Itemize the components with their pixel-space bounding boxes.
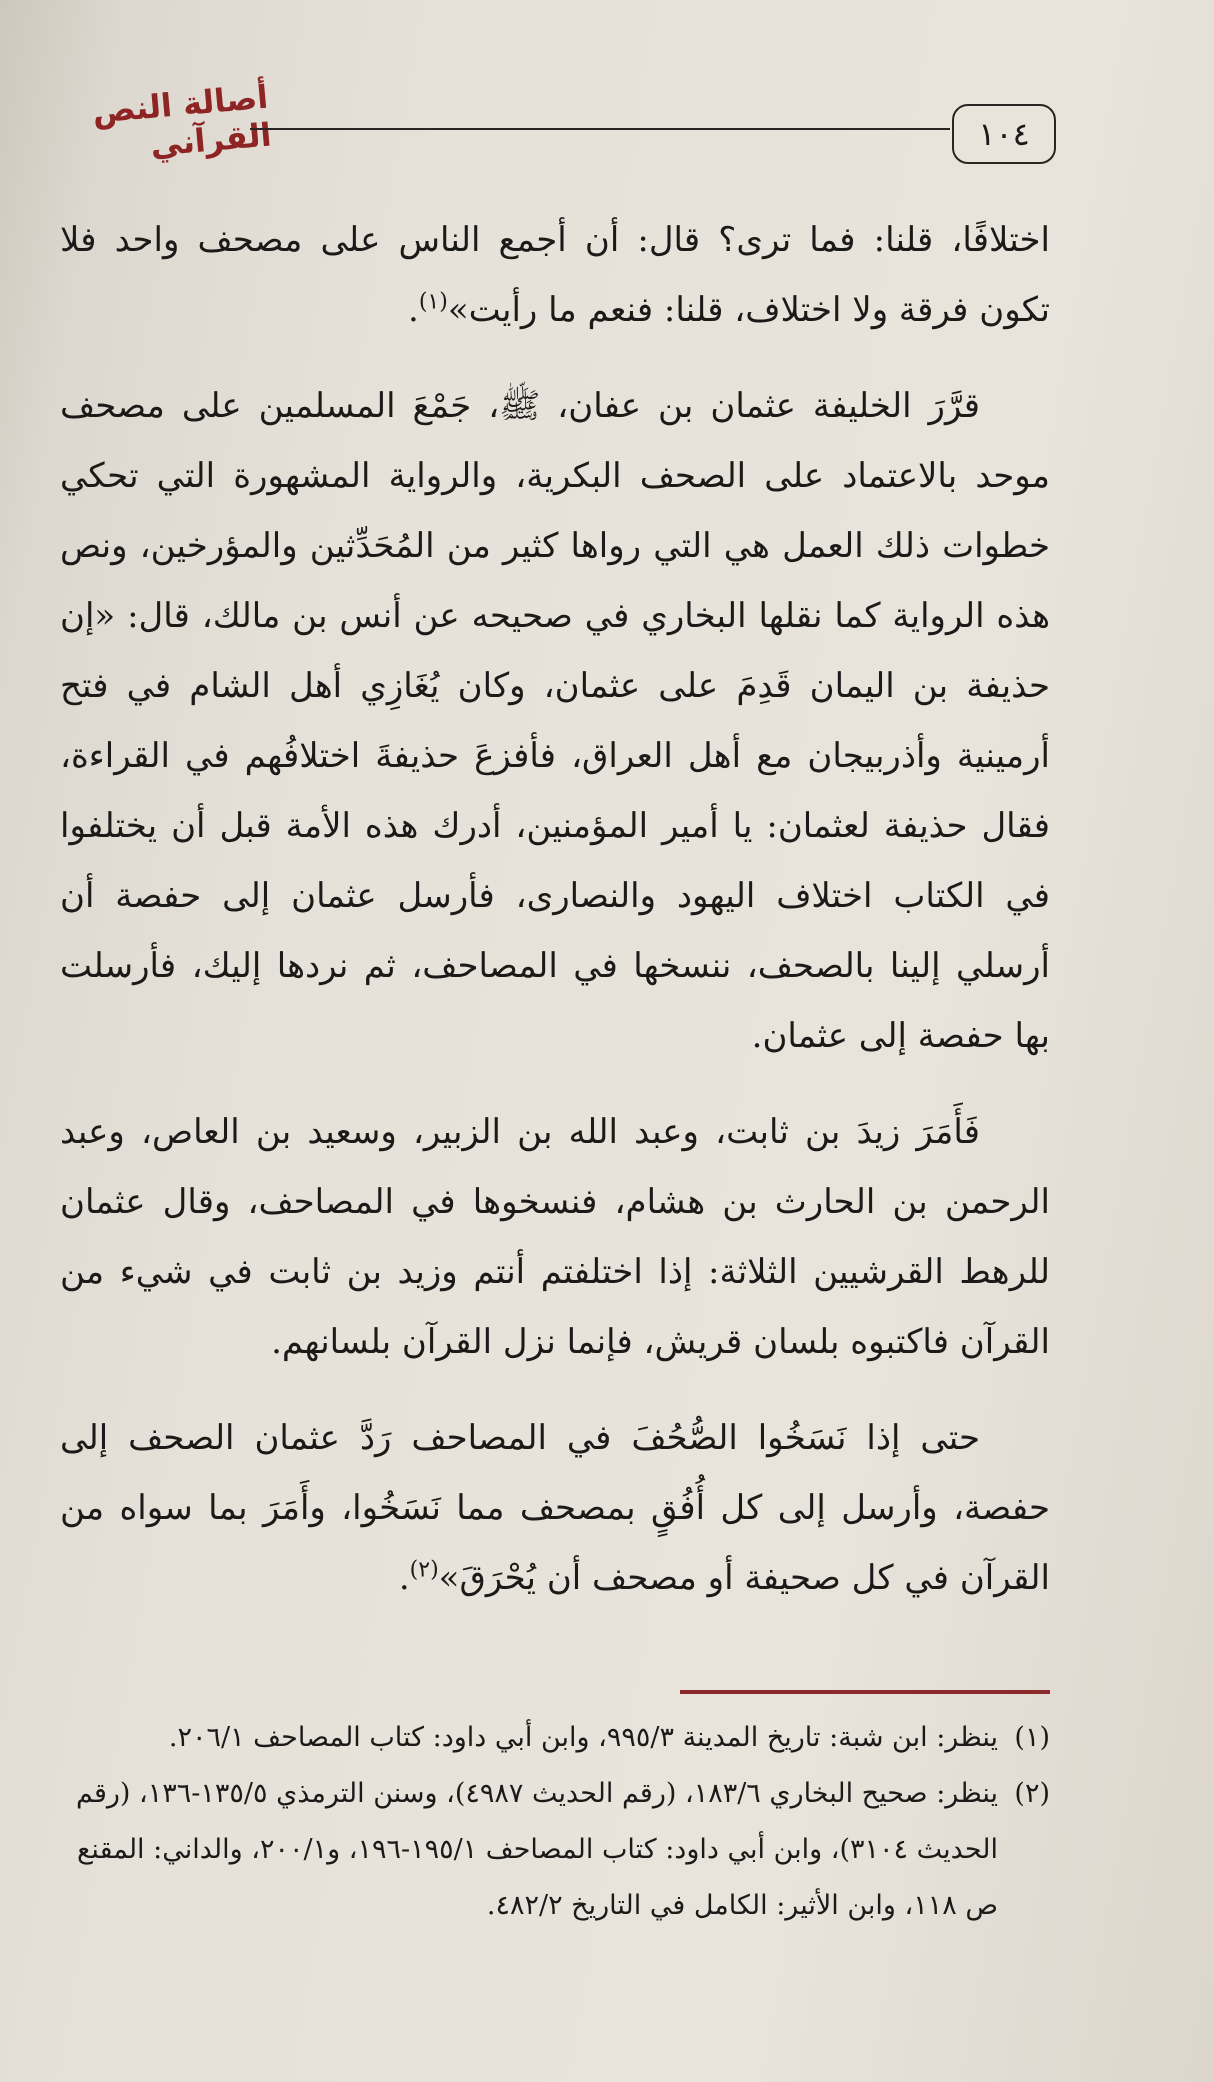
paragraph-4-end: . bbox=[398, 1558, 410, 1598]
footnote bbox=[60, 1710, 1050, 1766]
paragraph-3: فَأَمَرَ زيدَ بن ثابت، وعبد الله بن الزبير، وسعيد بن العاص، وعبد الرحمن بن الحارث بن هشام، فنسخوها في المصاحف، وقال عثمان للرهط القرشيين الثلاثة: إذا اختلفتم أنتم وزيد بن ثابت في شيء من القرآن فاكتبوه بلسان قريش، فإنما نزل القرآن بلسانهم. bbox=[60, 1112, 1050, 1362]
footnote-text: ينظر: ابن شبة: تاريخ المدينة ٩٩٥/٣، وابن أبي داود: كتاب المصاحف ٢٠٦/١. bbox=[168, 1722, 998, 1753]
footnote-ref-2: (٢) bbox=[409, 1557, 439, 1583]
footnote-rule bbox=[680, 1690, 1050, 1694]
paragraph-4 bbox=[60, 1403, 1050, 1613]
page-number: ١٠٤ bbox=[952, 104, 1056, 164]
paragraph-2: قرَّرَ الخليفة عثمان بن عفان، ﷺ، جَمْعَ المسلمين على مصحف موحد بالاعتماد على الصحف البكرية، والرواية المشهورة التي تحكي خطوات ذلك العمل هي التي رواها كثير من المُحَدِّثين والمؤرخين، ونص هذه الرواية كما نقلها البخاري في صحيحه عن أنس بن مالك، قال: «إن حذيفة بن اليمان قَدِمَ على عثمان، وكان يُغَازِي أهل الشام في فتح أرمينية وأذربيجان مع أهل العراق، فأفزعَ حذيفةَ اختلافُهم في القراءة، فقال حذيفة لعثمان: يا أمير المؤمنين، أدرك هذه الأمة قبل أن يختلفوا في الكتاب اختلاف اليهود والنصارى، فأرسل عثمان إلى حفصة أن أرسلي إلينا بالصحف، ننسخها في المصاحف، ثم نردها إليك، فأرسلت بها حفصة إلى عثمان. bbox=[60, 386, 1050, 1056]
footnote-text: ينظر: صحيح البخاري ١٨٣/٦، (رقم الحديث ٤٩٨٧)، وسنن الترمذي ١٣٥/٥-١٣٦، (رقم الحديث ٣١٠٤)، وابن أبي داود: كتاب المصاحف ١٩٥/١-١٩٦، و٢٠٠/١، والداني: المقنع ص ١١٨، وابن الأثير: الكامل في التاريخ ٤٨٢/٢. bbox=[76, 1778, 998, 1921]
footnote bbox=[60, 1766, 1050, 1934]
paragraph-1-text: اختلافًا، قلنا: فما ترى؟ قال: أن أجمع الناس على مصحف واحد فلا تكون فرقة ولا اختلاف، قلنا: فنعم ما رأيت» bbox=[60, 220, 1050, 330]
footnote-ref-1: (١) bbox=[418, 289, 448, 315]
footnotes bbox=[60, 1710, 1050, 1934]
running-header-title: أصالة النص القرآني bbox=[90, 77, 273, 164]
paragraph-1: اختلافًا، قلنا: فما ترى؟ قال: أن أجمع الناس على مصحف واحد فلا تكون فرقة ولا اختلاف، قلنا: فنعم ما رأيت»$^{(١)}$. bbox=[60, 220, 1050, 330]
header-rule bbox=[250, 128, 950, 130]
body-text bbox=[60, 205, 1050, 1639]
paragraph-4-text: حتى إذا نَسَخُوا الصُّحُفَ في المصاحف رَدَّ عثمان الصحف إلى حفصة، وأرسل إلى كل أُفُقٍ بمصحف مما نَسَخُوا، وأَمَرَ بما سواه من القرآن في كل صحيفة أو مصحف أن يُحْرَقَ» bbox=[60, 1418, 1050, 1598]
footnote-number: (١) bbox=[1014, 1722, 1050, 1753]
footnote-number: (٢) bbox=[1014, 1778, 1050, 1809]
